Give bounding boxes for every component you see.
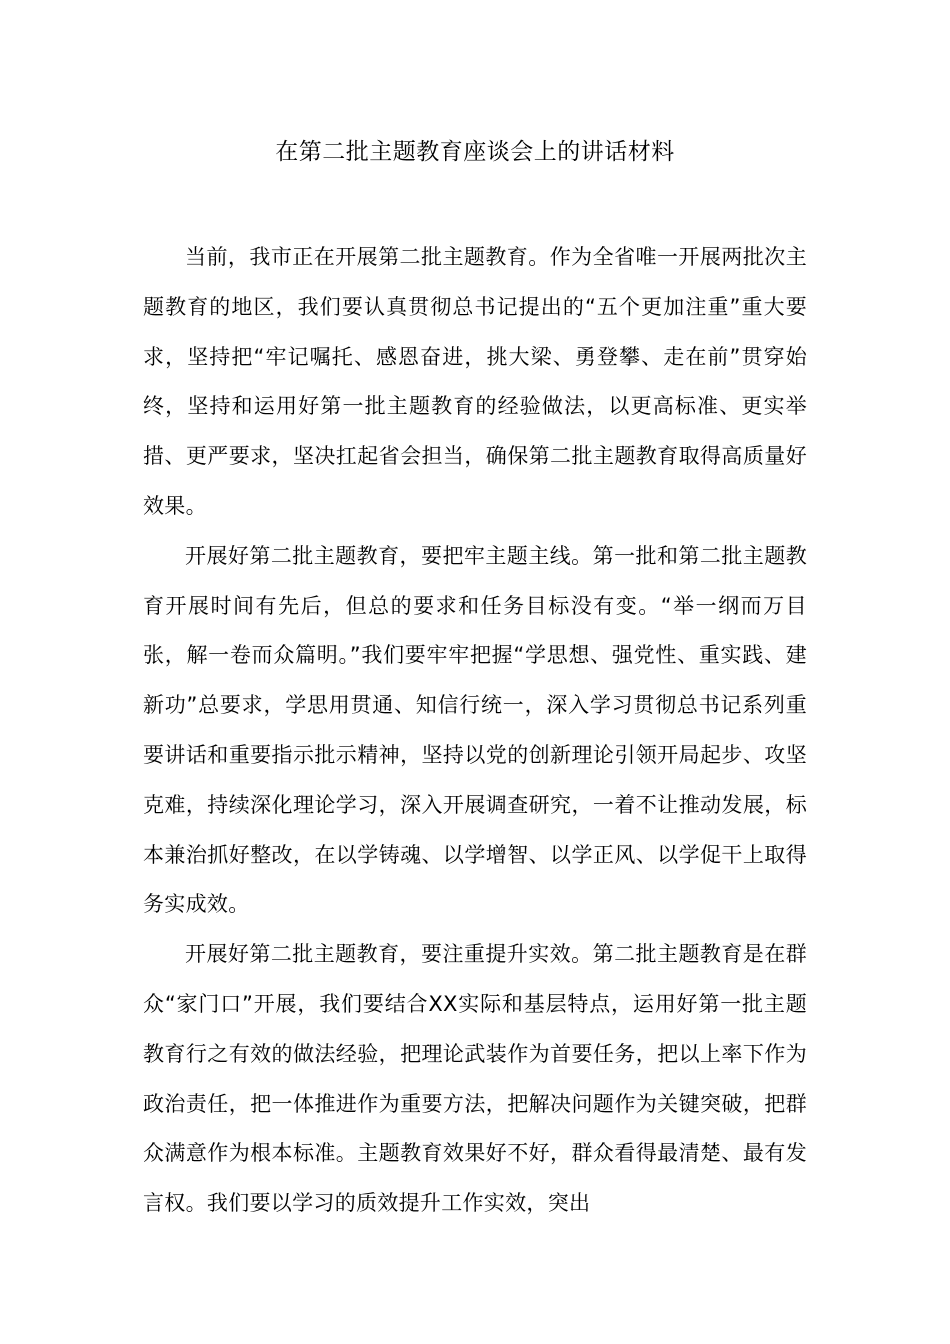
document-title: 在第二批主题教育座谈会上的讲话材料 — [275, 139, 675, 165]
paragraph: 开展好第二批主题教育，要注重提升实效。第二批主题教育是在群众“家门口”开展，我们要结合XX实际和基层特点，运用好第一批主题教育行之有效的做法经验，把理论武装作为首要任务，把以上率下作为政治责任，把一体推进作为重要方法，把解决问题作为关键突破，把群众满意作为根本标准。主题教育效果好不好，群众看得最清楚、最有发言权。我们要以学习的质效提升工作实效，突出 — [143, 942, 807, 1216]
paragraph: 当前，我市正在开展第二批主题教育。作为全省唯一开展两批次主题教育的地区，我们要认真贯彻总书记提出的“五个更加注重”重大要求，坚持把“牢记嘱托、感恩奋进，挑大梁、勇登攀、走在前”贯穿始终，坚持和运用好第一批主题教育的经验做法，以更高标准、更实举措、更严要求，坚决扛起省会担当，确保第二批主题教育取得高质量好效果。 — [143, 245, 807, 518]
document-body — [143, 233, 807, 1229]
paragraph: 开展好第二批主题教育，要把牢主题主线。第一批和第二批主题教育开展时间有先后，但总的要求和任务目标没有变。“举一纲而万目张，解一卷而众篇明。”我们要牢牢把握“学思想、强党性、重实践、建新功”总要求，学思用贯通、知信行统一，深入学习贯彻总书记系列重要讲话和重要指示批示精神，坚持以党的创新理论引领开局起步、攻坚克难，持续深化理论学习，深入开展调查研究，一着不让推动发展，标本兼治抓好整改，在以学铸魂、以学增智、以学正风、以学促干上取得务实成效。 — [143, 543, 807, 917]
